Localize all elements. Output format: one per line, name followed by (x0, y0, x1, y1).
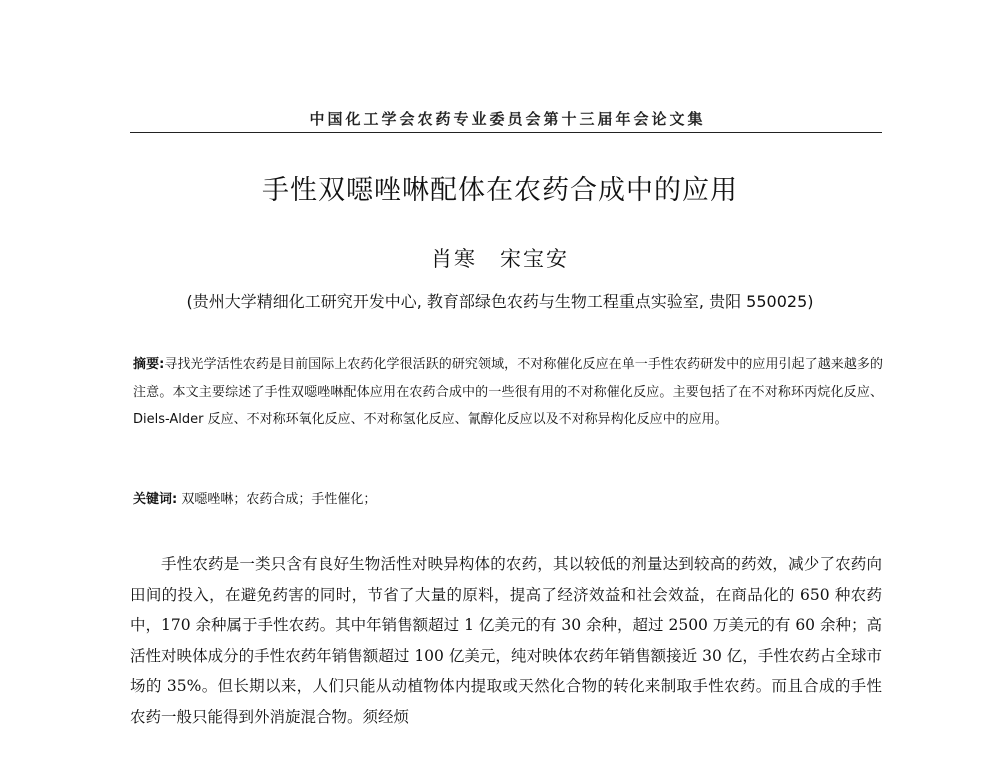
abstract (133, 351, 883, 434)
authors: 肖寒 宋宝安 (431, 247, 569, 271)
paper-title: 手性双噁唑啉配体在农药合成中的应用 (262, 175, 738, 206)
header-rule (130, 132, 882, 133)
keywords (133, 488, 883, 507)
keywords-text: 双噁唑啉；农药合成；手性催化； (181, 492, 377, 507)
keywords-label: 关键词: (133, 492, 178, 507)
body-paragraph: 手性农药是一类只含有良好生物活性对映异构体的农药，其以较低的剂量达到较高的药效，减少了农药向田间的投入，在避免药害的同时，节省了大量的原料，提高了经济效益和社会效益，在商品化的 650 种农药中，170 余种属于手性农药。其中年销售额超过 1 亿美元的有 30 余种，超过 2500 万美元的有 60 余种；高活性对映体成分的手性农药年销售额超过 100 亿美元，纯对映体农药年销售额接近 30 亿，手性农药占全球市场的 35%。但长期以来，人们只能从动植物体内提取或天然化合物的转化来制取手性农药。而且合成的手性农药一般只能得到外消旋混合物。须经烦 (130, 555, 882, 726)
abstract-label: 摘要: (133, 357, 165, 372)
running-header: 中国化工学会农药专业委员会第十三届年会论文集 (309, 110, 706, 128)
abstract-text: 寻找光学活性农药是目前国际上农药化学很活跃的研究领域，不对称催化反应在单一手性农药研发中的应用引起了越来越多的注意。本文主要综述了手性双噁唑啉配体应用在农药合成中的一些很有用的不对称催化反应。主要包括了在不对称环丙烷化反应、Diels-Alder 反应、不对称环氧化反应、不对称氢化反应、氰醇化反应以及不对称异构化反应中的应用。 (133, 357, 883, 427)
affiliation: (贵州大学精细化工研究开发中心, 教育部绿色农药与生物工程重点实验室, 贵阳 550025) (186, 292, 814, 311)
